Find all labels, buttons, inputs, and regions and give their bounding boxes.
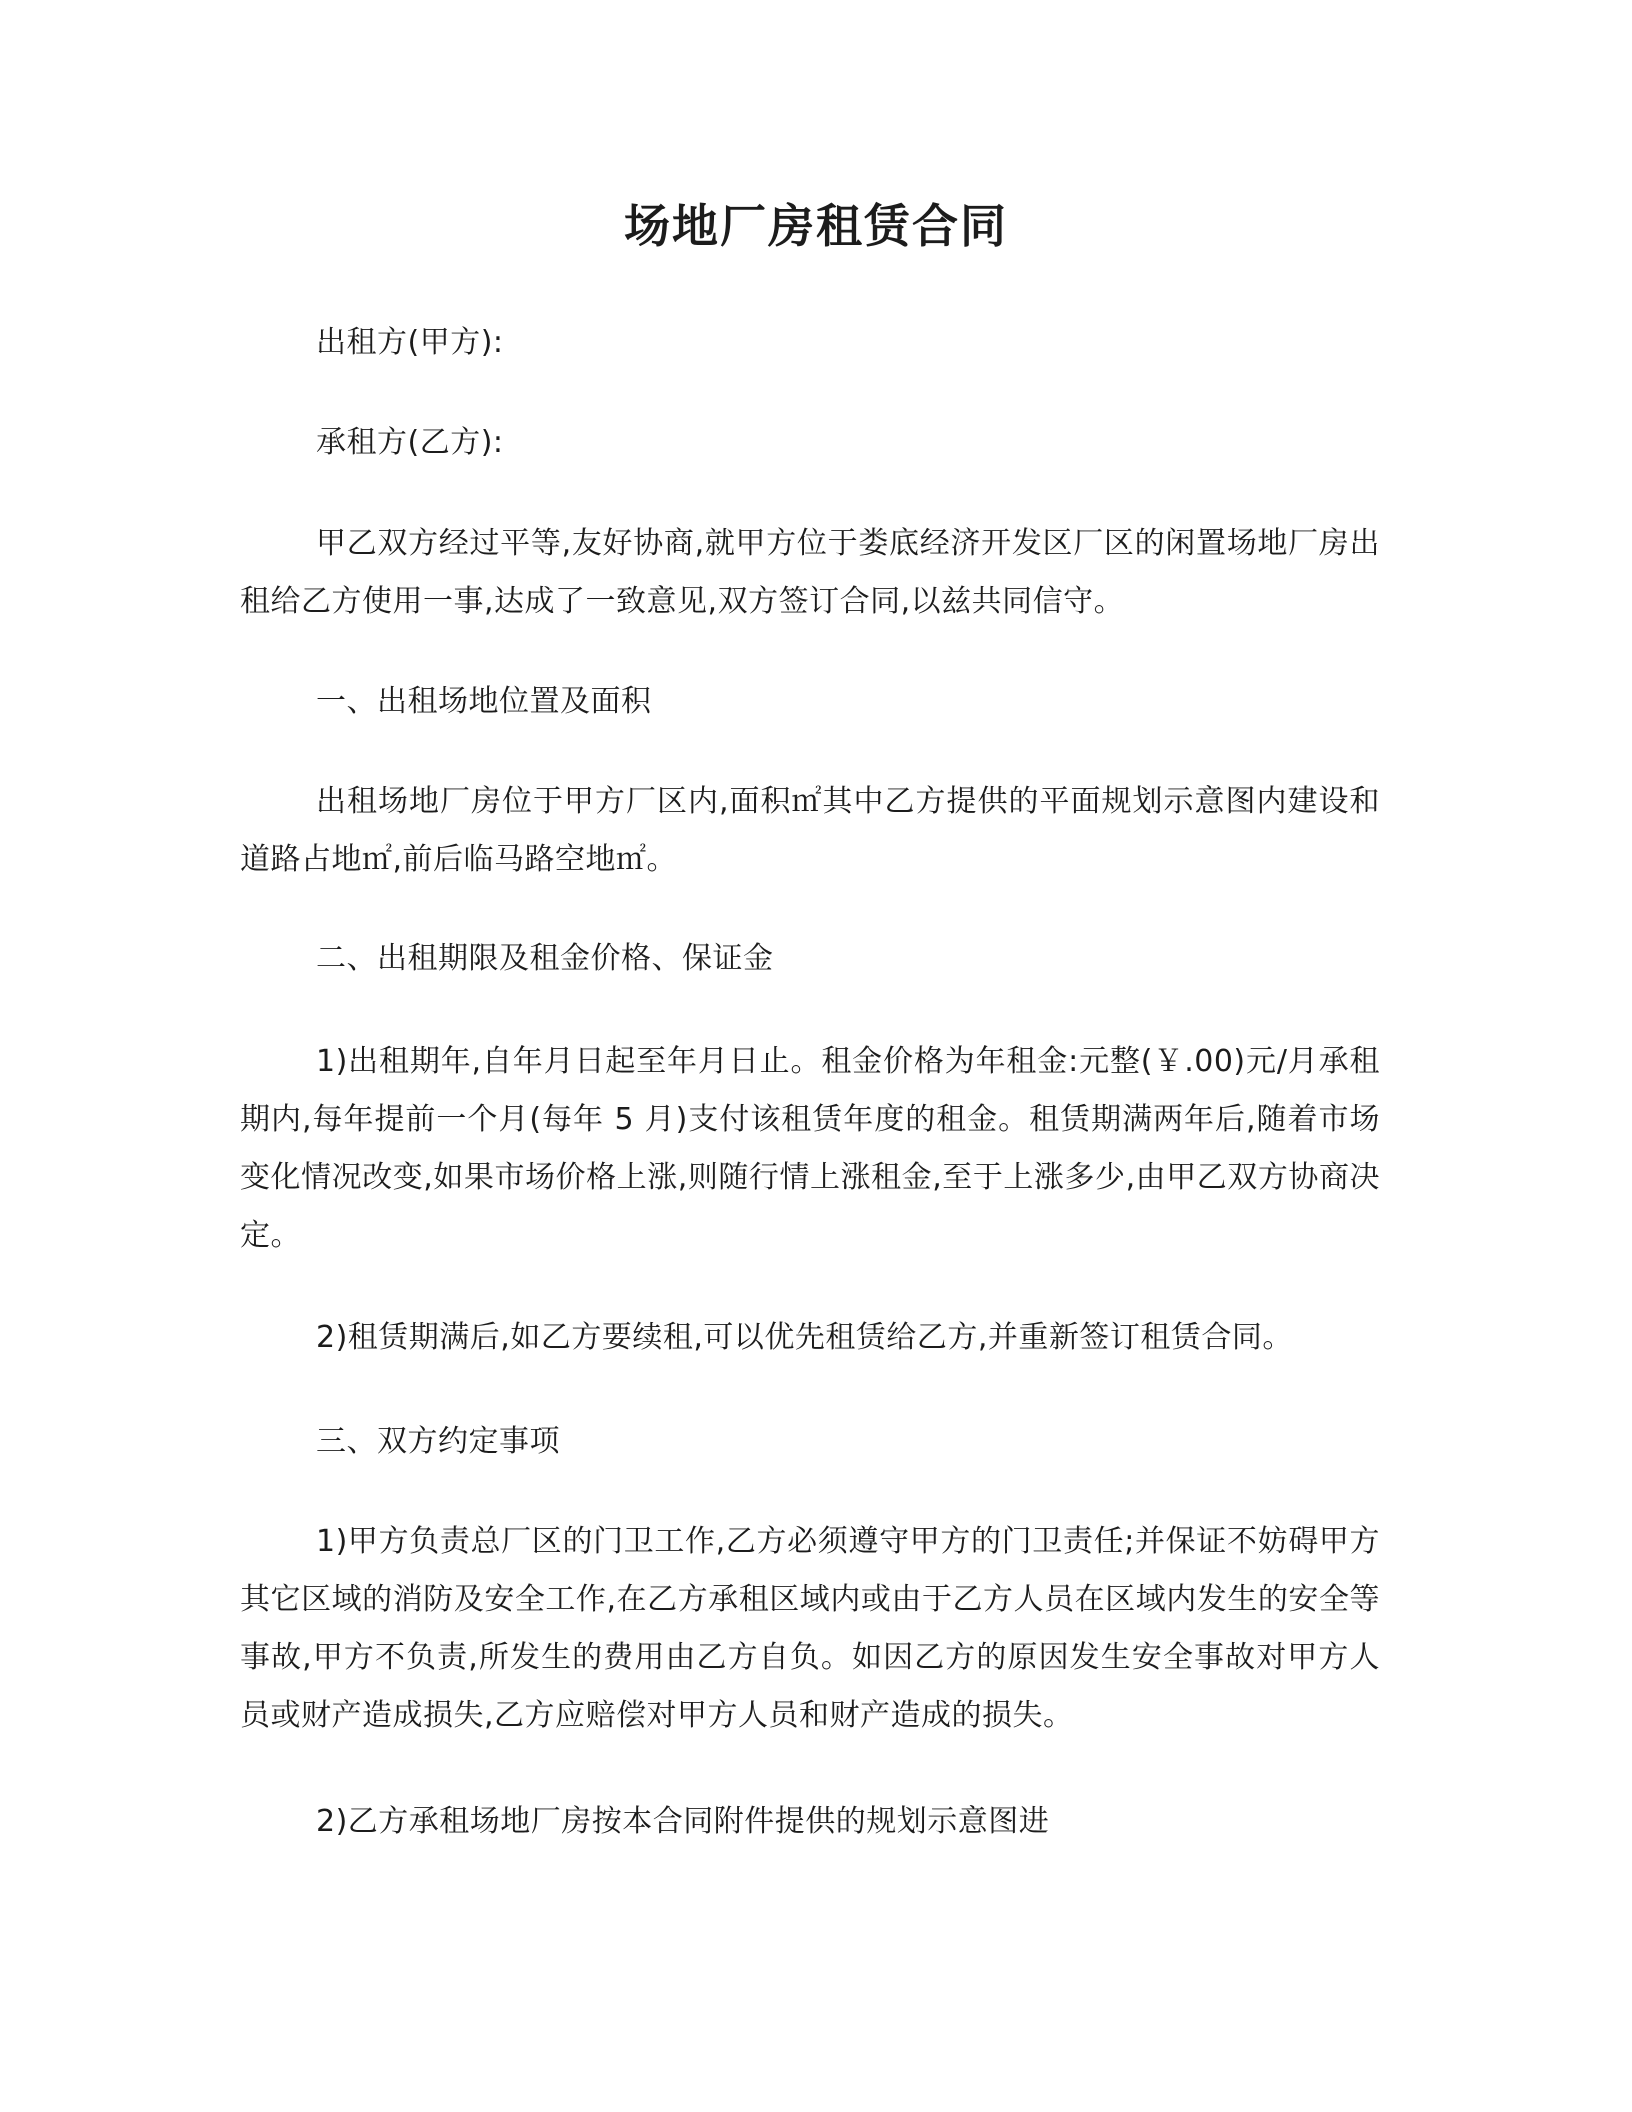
section-1-paragraph: 出租场地厂房位于甲方厂区内,面积㎡其中乙方提供的平面规划示意图内建设和道路占地㎡,前后临马路空地㎡。 — [240, 784, 1380, 877]
section-1-heading: 一、出租场地位置及面积 — [316, 684, 652, 719]
lessor-line: 出租方(甲方): — [316, 325, 504, 360]
section-2-item-1: 1)出租期年,自年月日起至年月日止。租金价格为年租金:元整(￥.00)元/月承租期内,每年提前一个月(每年 5 月)支付该租赁年度的租金。租赁期满两年后,随着市场变化情况改变,如果市场价格上涨,则随行情上涨租金,至于上涨多少,由甲乙双方协商决定。 — [240, 1044, 1380, 1253]
page-title: 场地厂房租赁合同 — [624, 199, 1008, 253]
section-3-item-2: 2)乙方承租场地厂房按本合同附件提供的规划示意图进 — [316, 1804, 1050, 1839]
lessee-line: 承租方(乙方): — [316, 425, 504, 460]
section-2-heading: 二、出租期限及租金价格、保证金 — [316, 941, 774, 976]
section-3-heading: 三、双方约定事项 — [316, 1424, 560, 1459]
section-3-item-1: 1)甲方负责总厂区的门卫工作,乙方必须遵守甲方的门卫责任;并保证不妨碍甲方其它区域的消防及安全工作,在乙方承租区域内或由于乙方人员在区域内发生的安全等事故,甲方不负责,所发生的费用由乙方自负。如因乙方的原因发生安全事故对甲方人员或财产造成损失,乙方应赔偿对甲方人员和财产造成的损失。 — [240, 1524, 1380, 1733]
section-2-item-2: 2)租赁期满后,如乙方要续租,可以优先租赁给乙方,并重新签订租赁合同。 — [316, 1320, 1293, 1355]
intro-paragraph: 甲乙双方经过平等,友好协商,就甲方位于娄底经济开发区厂区的闲置场地厂房出租给乙方使用一事,达成了一致意见,双方签订合同,以兹共同信守。 — [240, 526, 1380, 619]
